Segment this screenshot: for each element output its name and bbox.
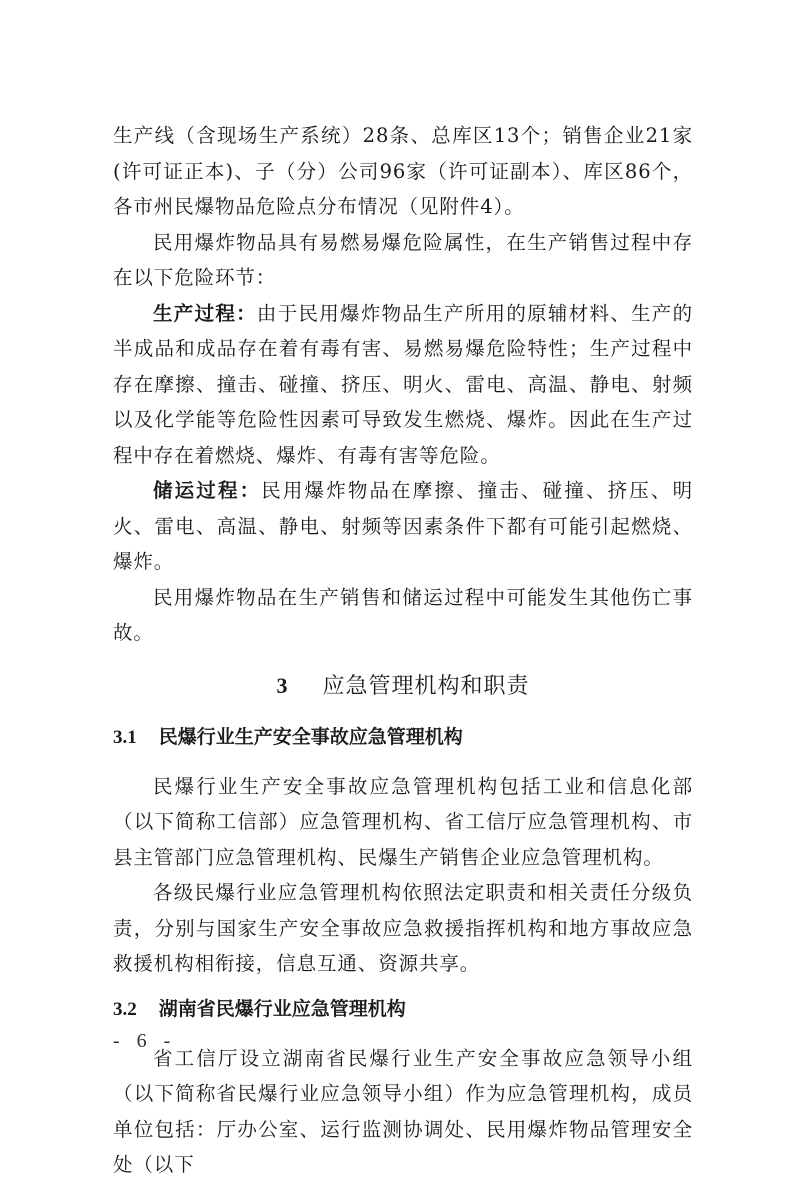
paragraph-3-1-responsibilities: 各级民爆行业应急管理机构依照法定职责和相关责任分级负责，分别与国家生产安全事故应急救援指挥机构和地方事故应急救援机构相衔接，信息互通、资源共享。 [113,881,693,975]
section-title: 民爆行业生产安全事故应急管理机构 [158,725,463,748]
chapter-heading [113,669,693,704]
page-number: - 6 - [113,1030,177,1052]
storage-transport-body: 民用爆炸物品在摩擦、撞击、碰撞、挤压、明火、雷电、高温、静电、射频等因素条件下都有可能引起燃烧、爆炸。 [113,479,693,573]
section-number: 3.2 [113,998,137,1020]
paragraph-storage-transport [113,473,693,580]
paragraph-intro-continued: 生产线（含现场生产系统）28条、总库区13个；销售企业21家(许可证正本)、子（分）公司96家（许可证副本）、库区86个，各市州民爆物品危险点分布情况（见附件4）。 [113,124,693,218]
production-process-body: 由于民用爆炸物品生产所用的原辅材料、生产的半成品和成品存在着有毒有害、易燃易爆危险特性；生产过程中存在摩擦、撞击、碰撞、挤压、明火、雷电、高温、静电、射频以及化学能等危险性因素可导致发生燃烧、爆炸。因此在生产过程中存在着燃烧、爆炸、有毒有害等危险。 [113,301,693,467]
paragraph-hazard-intro: 民用爆炸物品具有易燃易爆危险属性，在生产销售过程中存在以下危险环节： [113,230,693,289]
section-title: 湖南省民爆行业应急管理机构 [158,997,406,1020]
storage-transport-lead: 储运过程： [153,479,262,502]
paragraph-3-2-leadership-group: 省工信厅设立湖南省民爆行业生产安全事故应急领导小组（以下简称省民爆行业应急领导小组）作为应急管理机构，成员单位包括：厅办公室、运行监测协调处、民用爆炸物品管理安全处（以下 [113,1046,693,1176]
section-heading-3-1 [113,720,693,755]
chapter-title: 应急管理机构和职责 [322,673,530,699]
document-body [113,118,693,1183]
paragraph-other-accidents: 民用爆炸物品在生产销售和储运过程中可能发生其他伤亡事故。 [113,585,693,644]
section-number: 3.1 [113,726,137,748]
section-heading-3-2 [113,992,693,1027]
paragraph-production-process [113,296,693,474]
production-process-lead: 生产过程： [153,301,257,325]
paragraph-3-1-organizations: 民爆行业生产安全事故应急管理机构包括工业和信息化部（以下简称工信部）应急管理机构、省工信厅应急管理机构、市县主管部门应急管理机构、民爆生产销售企业应急管理机构。 [113,774,693,869]
chapter-number: 3 [276,672,289,698]
